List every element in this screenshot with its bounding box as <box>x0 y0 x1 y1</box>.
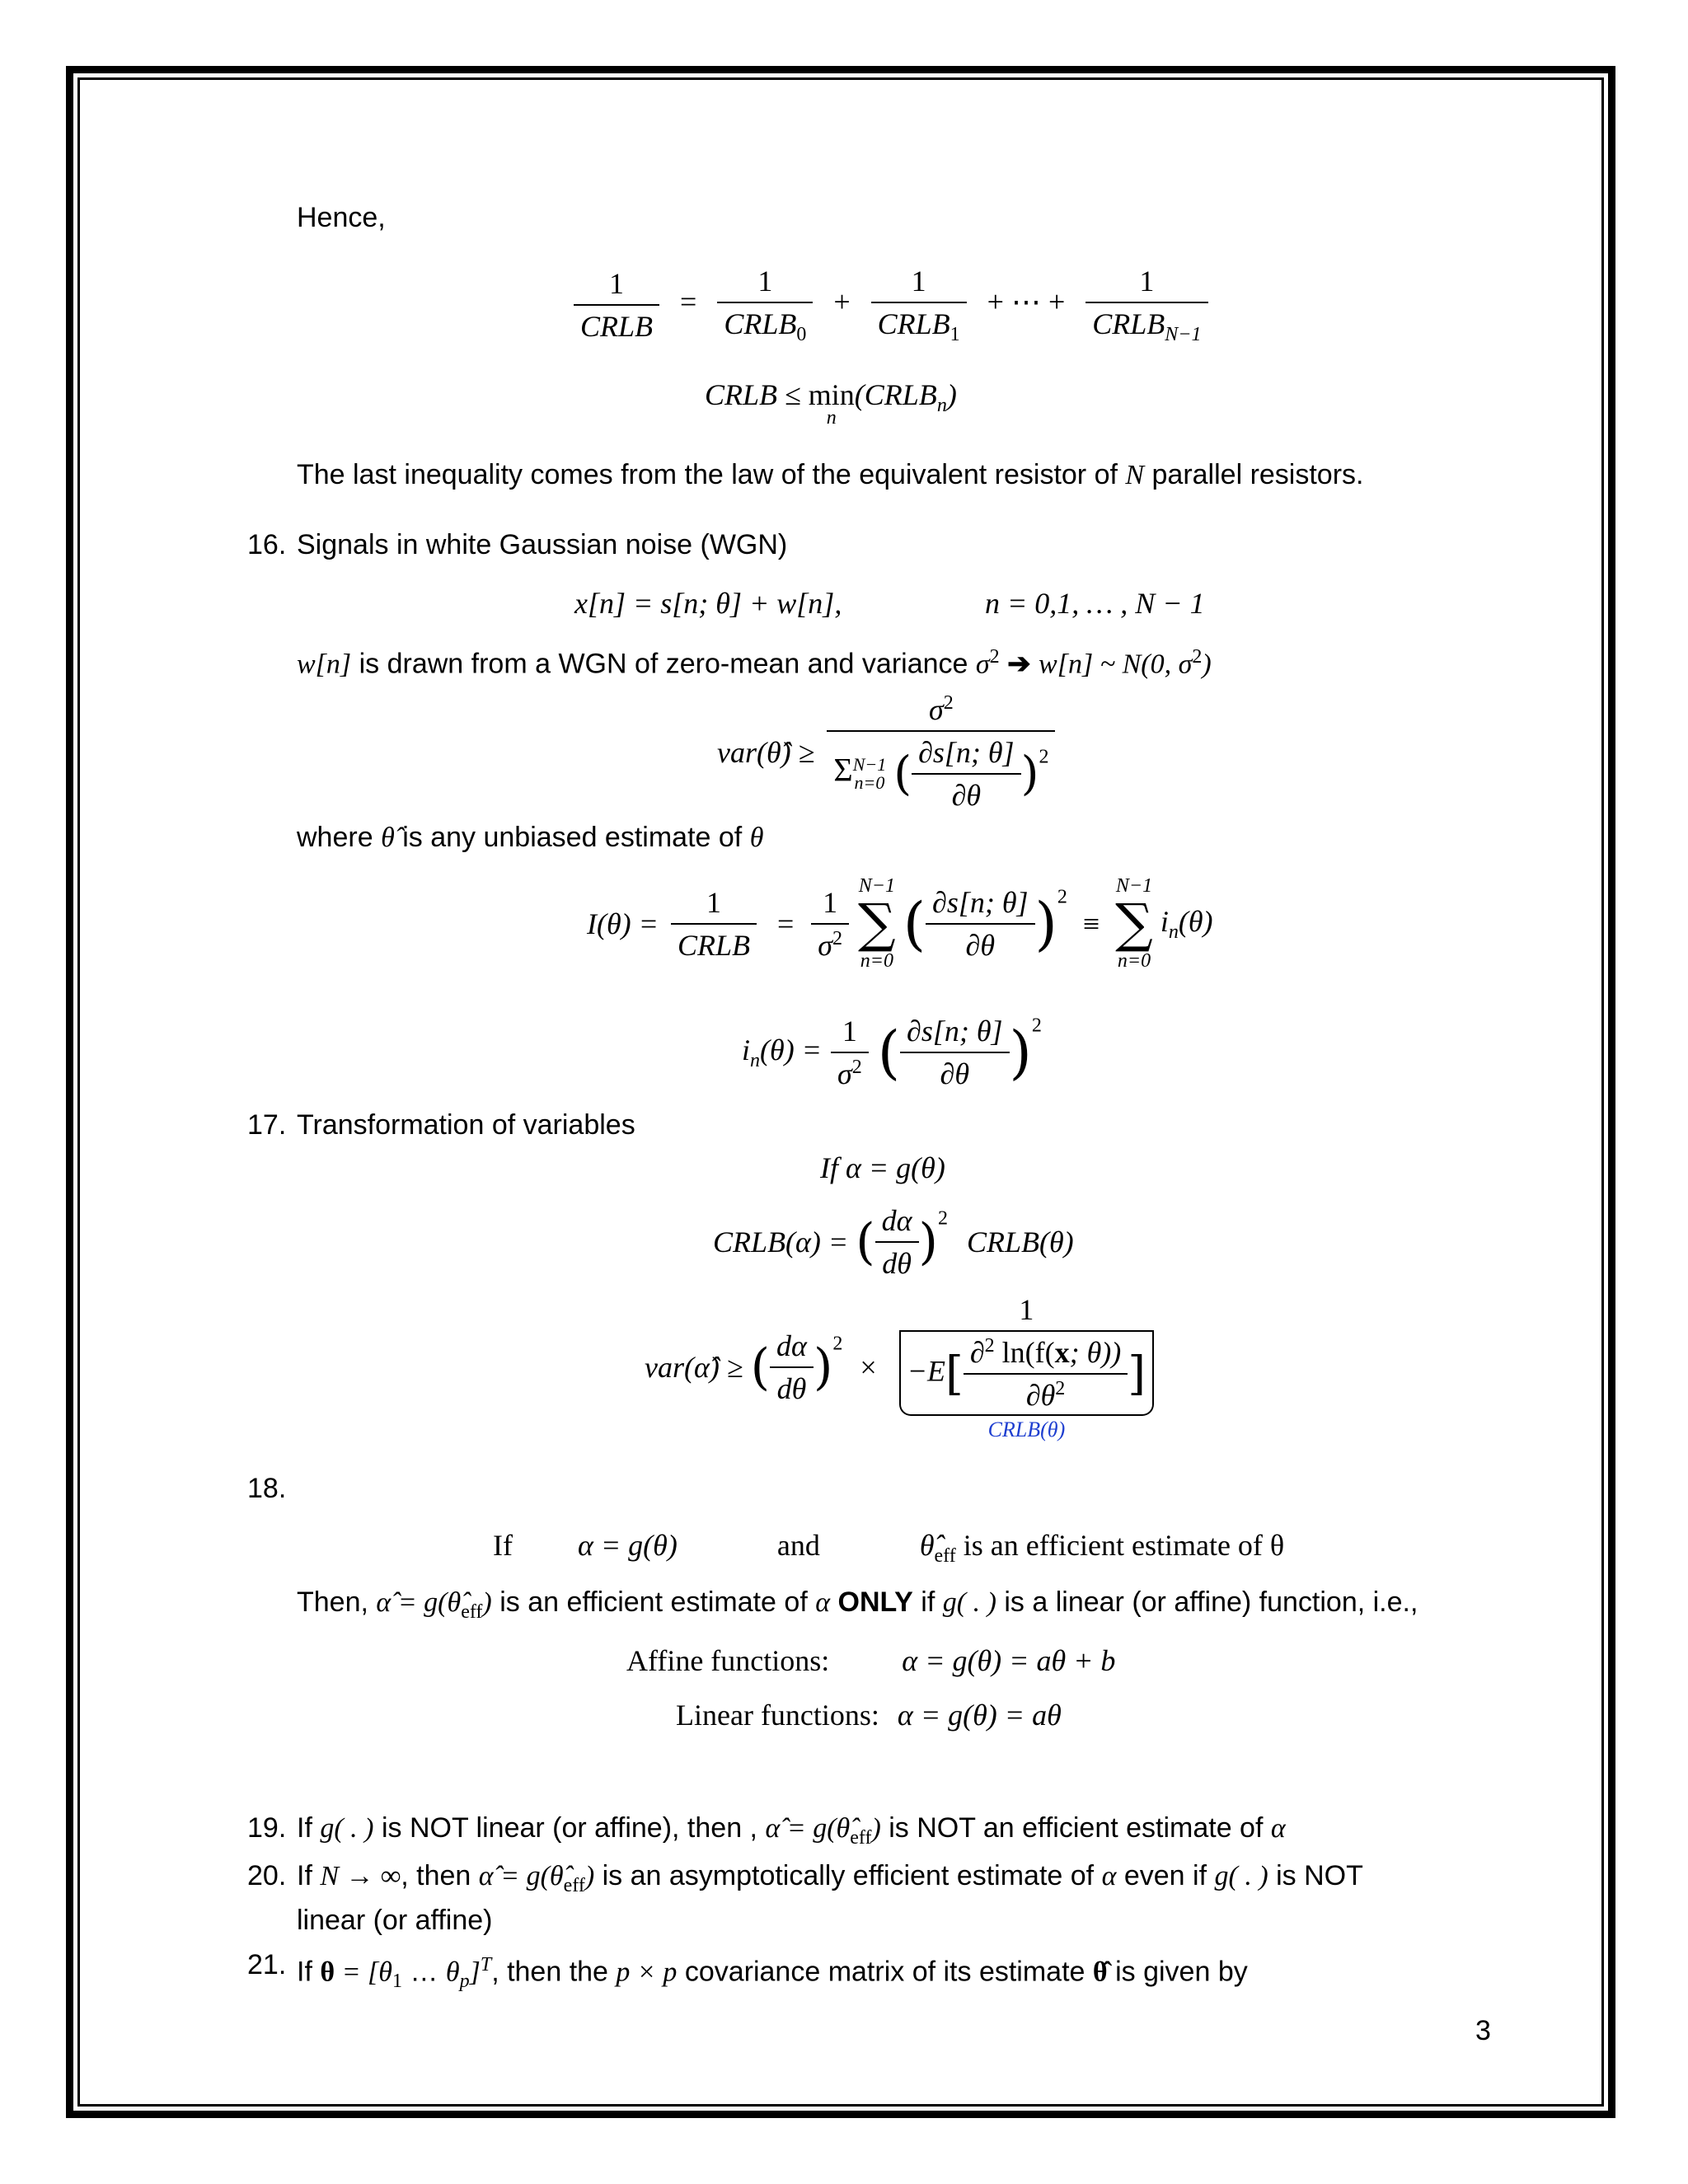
variance-bound-fraction: $\sigma^2$ Σ N−1 n=0 ( $\frac{\partial s[n; \theta]}{\partial\theta}$ )$^2$ <box>827 692 1055 813</box>
transformed-variance-bound: var(α̂) ≥ ( $\frac{d\alpha}{d\theta}$ )$^2$ × 1 −E[ $\frac{\partial^2 \ln(f(x; \theta))}{\partial\theta^2}$ ] CRLB(θ) <box>645 1292 1159 1442</box>
affine-function-line: Affine functions: α = g(θ) = aθ + b <box>626 1644 1116 1677</box>
term1-fraction: $\frac{1}{CRLB_1}$ <box>871 264 967 346</box>
item-20-number: 20. <box>247 1860 287 1891</box>
item-17-title: Transformation of variables <box>297 1109 635 1141</box>
efficient-estimate-condition: If α = g(θ) and $\thetâ_{eff}$ is an efficient estimate of θ <box>493 1529 1285 1568</box>
transformation-definition: If α = g(θ) <box>820 1151 945 1184</box>
noise-description: w[n] is drawn from a WGN of zero-mean and variance $\sigma^2$ ➔ w[n] ~ N(0, $\sigma^2$) <box>297 646 1212 680</box>
lhs-fraction: $\frac{1}{\text{CRLB}}$ <box>574 266 659 344</box>
item-19-number: 19. <box>247 1812 287 1844</box>
termN-fraction: $\frac{1}{CRLB_{N-1}}$ <box>1085 264 1207 346</box>
item-19-text: If g( . ) is NOT linear (or affine), then , α̂ = $g(\thetâ_{eff})$ is NOT an efficient estimate of α <box>297 1812 1286 1849</box>
linear-function-line: Linear functions: α = g(θ) = aθ <box>676 1699 1062 1732</box>
signal-model-range: n = 0,1, … , N − 1 <box>985 587 1205 620</box>
inverse-fisher-fraction: 1 −E[ $\frac{\partial^2 \ln(f(x; \theta))}{\partial\theta^2}$ ] CRLB(θ) <box>899 1292 1154 1442</box>
efficiency-invariance-statement: Then, α̂ = $g(\thetâ_{eff})$ is an efficient estimate of α ONLY if g( . ) is a linear (or affine) function, i.e., <box>297 1586 1418 1623</box>
variance-bound-equation: var(θ̂) ≥ $\sigma^2$ Σ N−1 n=0 ( $\frac{\partial s[n; \theta]}{\partial\theta}$ )$^2$ <box>717 692 1060 813</box>
item-16-title: Signals in white Gaussian noise (WGN) <box>297 529 788 560</box>
item-21-number: 21. <box>247 1949 287 1980</box>
per-sample-information-equation: $i_n(\theta)$ = $\frac{1}{\sigma^2}$ ( $\frac{\partial s[n; \theta]}{\partial\theta}$ )$^2$ <box>742 1015 1042 1090</box>
item-20-text: If N → ∞, then α̂ = $g(\thetâ_{eff})$ is an asymptotically efficient estimate of α even if g( . ) is NOT <box>297 1860 1363 1896</box>
fisher-information-equation: I(θ) = $\frac{1}{\text{CRLB}}$ = $\frac{1}{\sigma^2}$ N−1 ∑ n=0 ( $\frac{\partial s[n; \theta]}{\partial\theta}$ )$^2$ ≡ N−1 ∑ n=0 $i_n(\theta)$ <box>587 875 1213 972</box>
parallel-resistor-note: The last inequality comes from the law of the equivalent resistor of N parallel resistors. <box>297 459 1364 490</box>
hence-text: Hence, <box>297 202 386 233</box>
crlb-underbrace-label: CRLB(θ) <box>987 1418 1066 1441</box>
term0-fraction: $\frac{1}{CRLB_0}$ <box>717 264 813 346</box>
item-17-number: 17. <box>247 1109 287 1141</box>
crlb-transformation-equation: CRLB(α) = ( $\frac{d\alpha}{d\theta}$ )$^2$ CRLB(θ) <box>713 1204 1074 1280</box>
item-18-number: 18. <box>247 1473 287 1504</box>
item-16-number: 16. <box>247 529 287 560</box>
unbiased-note: where θ̂ is any unbiased estimate of θ <box>297 822 764 853</box>
item-21-text: If $\theta = [\theta_1$ … $\theta_p]^T$, then the p × p covariance matrix of its estimate θ̂ is given by <box>297 1954 1248 1993</box>
crlb-sum-equation: $\frac{1}{\text{CRLB}}$ = $\frac{1}{CRLB_0}$ + $\frac{1}{CRLB_1}$ + ⋯ + $\frac{1}{CRLB_{N-1}}$ <box>569 264 1213 346</box>
item-20-text-line2: linear (or affine) <box>297 1905 493 1936</box>
signal-model-equation: x[n] = s[n; θ] + w[n], <box>574 587 842 620</box>
page-number: 3 <box>1475 2015 1491 2046</box>
crlb-min-inequality: CRLB ≤ min n $(CRLB_n)$ <box>705 378 957 429</box>
